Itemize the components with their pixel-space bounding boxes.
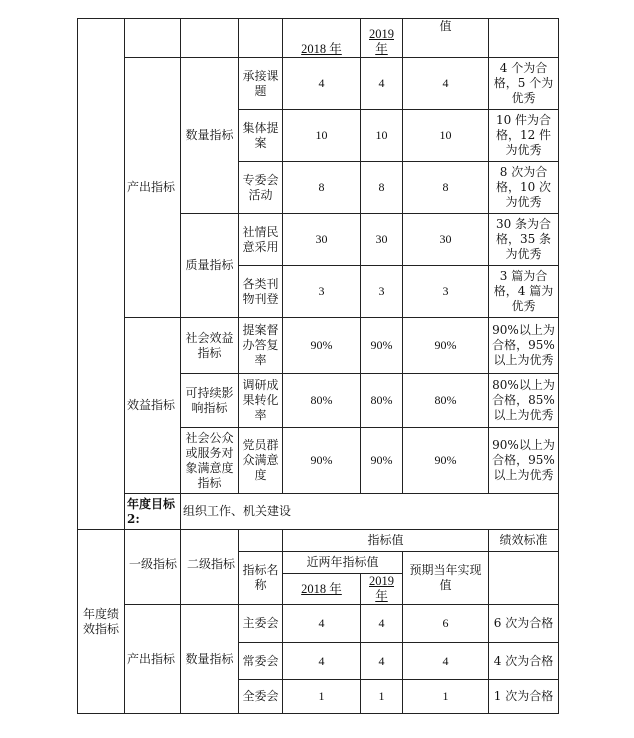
value-2018: 80% — [283, 374, 361, 428]
value-2019: 10 — [361, 110, 403, 162]
value-2018: 90% — [283, 318, 361, 374]
value-2019: 30 — [361, 214, 403, 266]
indicator-name: 调研成果转化率 — [239, 374, 283, 428]
value-2019: 80% — [361, 374, 403, 428]
indicator-name-header: 指标名称 — [239, 552, 283, 605]
value-2018: 4 — [283, 58, 361, 110]
annual-goal-2-text: 组织工作、机关建设 — [181, 494, 559, 530]
performance-standard-header: 绩效标准 — [489, 530, 559, 552]
empty-cell — [239, 530, 283, 552]
target-value: 80% — [403, 374, 489, 428]
value-2019: 90% — [361, 428, 403, 494]
performance-standard: 80%以上为合格，85%以上为优秀 — [489, 374, 559, 428]
target-value: 10 — [403, 110, 489, 162]
target-value: 4 — [403, 58, 489, 110]
indicator-name: 全委会 — [239, 680, 283, 714]
target-value: 8 — [403, 162, 489, 214]
performance-standard: 30 条为合格，35 条为优秀 — [489, 214, 559, 266]
target-value: 90% — [403, 318, 489, 374]
performance-indicator-table — [77, 18, 559, 714]
sub-indicator-label: 可持续影响指标 — [181, 374, 239, 428]
recent-two-years-header: 近两年指标值 — [283, 552, 403, 574]
value-2018: 3 — [283, 266, 361, 318]
value-2018: 10 — [283, 110, 361, 162]
empty-cell — [489, 552, 559, 605]
value-2019: 90% — [361, 318, 403, 374]
quality-indicator-label: 质量指标 — [181, 214, 239, 318]
performance-standard: 90%以上为合格，95%以上为优秀 — [489, 318, 559, 374]
table-row — [78, 19, 559, 58]
indicator-name: 承接课题 — [239, 58, 283, 110]
indicator-name: 集体提案 — [239, 110, 283, 162]
indicator-value-header: 指标值 — [283, 530, 489, 552]
performance-standard: 3 篇为合格，4 篇为优秀 — [489, 266, 559, 318]
sub-indicator-label: 社会公众或服务对象满意度指标 — [181, 428, 239, 494]
header-year-2018: 2018 年 — [283, 574, 361, 605]
table-row — [78, 58, 559, 110]
level-2-header-label: 二级指标 — [186, 557, 235, 571]
target-value: 3 — [403, 266, 489, 318]
header-year-2019: 2019 年 — [361, 19, 403, 58]
quantity-indicator-label: 数量指标 — [181, 605, 239, 714]
output-indicator-label: 产出指标 — [125, 58, 181, 318]
empty-cell — [239, 19, 283, 58]
value-2018: 30 — [283, 214, 361, 266]
header-year-2018: 2018 年 — [283, 19, 361, 58]
performance-standard: 4 次为合格 — [489, 643, 559, 680]
empty-cell — [181, 19, 239, 58]
continued-left-cell — [78, 19, 125, 530]
value-2019: 1 — [361, 680, 403, 714]
value-2019: 3 — [361, 266, 403, 318]
indicator-name: 主委会 — [239, 605, 283, 643]
performance-standard: 8 次为合格，10 次为优秀 — [489, 162, 559, 214]
target-value: 90% — [403, 428, 489, 494]
indicator-name: 党员群众满意度 — [239, 428, 283, 494]
indicator-name: 专委会活动 — [239, 162, 283, 214]
indicator-name: 社情民意采用 — [239, 214, 283, 266]
indicator-name: 各类刊物刊登 — [239, 266, 283, 318]
performance-standard: 10 件为合格，12 件为优秀 — [489, 110, 559, 162]
value-2019: 8 — [361, 162, 403, 214]
empty-cell — [125, 19, 181, 58]
performance-standard: 1 次为合格 — [489, 680, 559, 714]
table-row — [78, 530, 559, 552]
target-value: 6 — [403, 605, 489, 643]
output-indicator-label: 产出指标 — [125, 605, 181, 714]
target-value: 30 — [403, 214, 489, 266]
header-value: 值 — [403, 19, 489, 58]
expected-value-header: 预期当年实现值 — [403, 552, 489, 605]
target-value: 1 — [403, 680, 489, 714]
table-row — [78, 605, 559, 643]
value-2018: 1 — [283, 680, 361, 714]
annual-performance-indicator-label: 年度绩效指标 — [78, 530, 125, 714]
value-2018: 90% — [283, 428, 361, 494]
value-2019: 4 — [361, 605, 403, 643]
benefit-indicator-label: 效益指标 — [125, 318, 181, 494]
header-year-2019: 2019 年 — [361, 574, 403, 605]
indicator-name: 常委会 — [239, 643, 283, 680]
target-value: 4 — [403, 643, 489, 680]
value-2018: 4 — [283, 605, 361, 643]
table-row — [78, 318, 559, 374]
performance-standard: 6 次为合格 — [489, 605, 559, 643]
annual-goal-2-label: 年度目标 2: — [125, 494, 181, 530]
indicator-name: 提案督办答复率 — [239, 318, 283, 374]
quantity-indicator-label: 数量指标 — [181, 58, 239, 214]
value-2019: 4 — [361, 58, 403, 110]
value-2018: 4 — [283, 643, 361, 680]
empty-cell — [489, 19, 559, 58]
table-row — [78, 494, 559, 530]
sub-indicator-label: 社会效益指标 — [181, 318, 239, 374]
level-1-header-label: 一级指标 — [128, 557, 177, 571]
performance-standard: 4 个为合格，5 个为优秀 — [489, 58, 559, 110]
value-2019: 4 — [361, 643, 403, 680]
performance-standard: 90%以上为合格，95%以上为优秀 — [489, 428, 559, 494]
value-2018: 8 — [283, 162, 361, 214]
